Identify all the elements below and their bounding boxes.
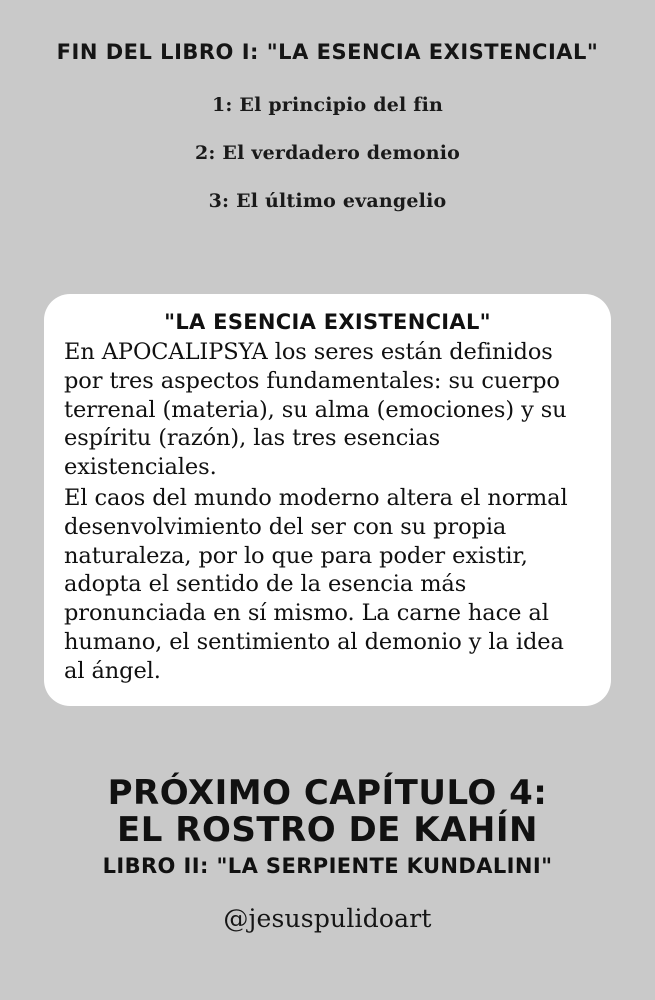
chapter-list-item-1: 1: El principio del fin [211, 94, 444, 116]
book-end-title: FIN DEL LIBRO I: "LA ESENCIA EXISTENCIAL" [56, 40, 599, 64]
panel-title: "LA ESENCIA EXISTENCIAL" [164, 310, 491, 334]
chapter-list-item-3: 3: El último evangelio [208, 190, 447, 212]
panel-paragraph-1: En APOCALIPSYA los seres están definidos por tres aspectos fundamentales: su cuerpo terrenal (materia), su alma (emociones) y su espíritu (razón), las tres esencias existenciales. [64, 339, 567, 481]
next-chapter-title-line-2: EL ROSTRO DE KAHÍN [117, 809, 538, 850]
chapter-list-item-2: 2: El verdadero demonio [194, 142, 461, 164]
footer-block [0, 775, 655, 933]
essence-description-panel [44, 294, 611, 706]
next-book-subtitle: LIBRO II: "LA SERPIENTE KUNDALINI" [102, 854, 553, 879]
panel-paragraph-2: El caos del mundo moderno altera el normal desenvolvimiento del ser con su propia naturaleza, por lo que para poder existir, adopta el sentido de la esencia más pronunciada en sí mismo. La carne hace al humano, el sentimiento al demonio y la idea al ángel. [64, 484, 568, 684]
next-chapter-title-line-1: PRÓXIMO CAPÍTULO 4: [107, 773, 548, 813]
artist-handle: @jesuspulidoart [223, 904, 432, 934]
header-block [0, 0, 655, 212]
